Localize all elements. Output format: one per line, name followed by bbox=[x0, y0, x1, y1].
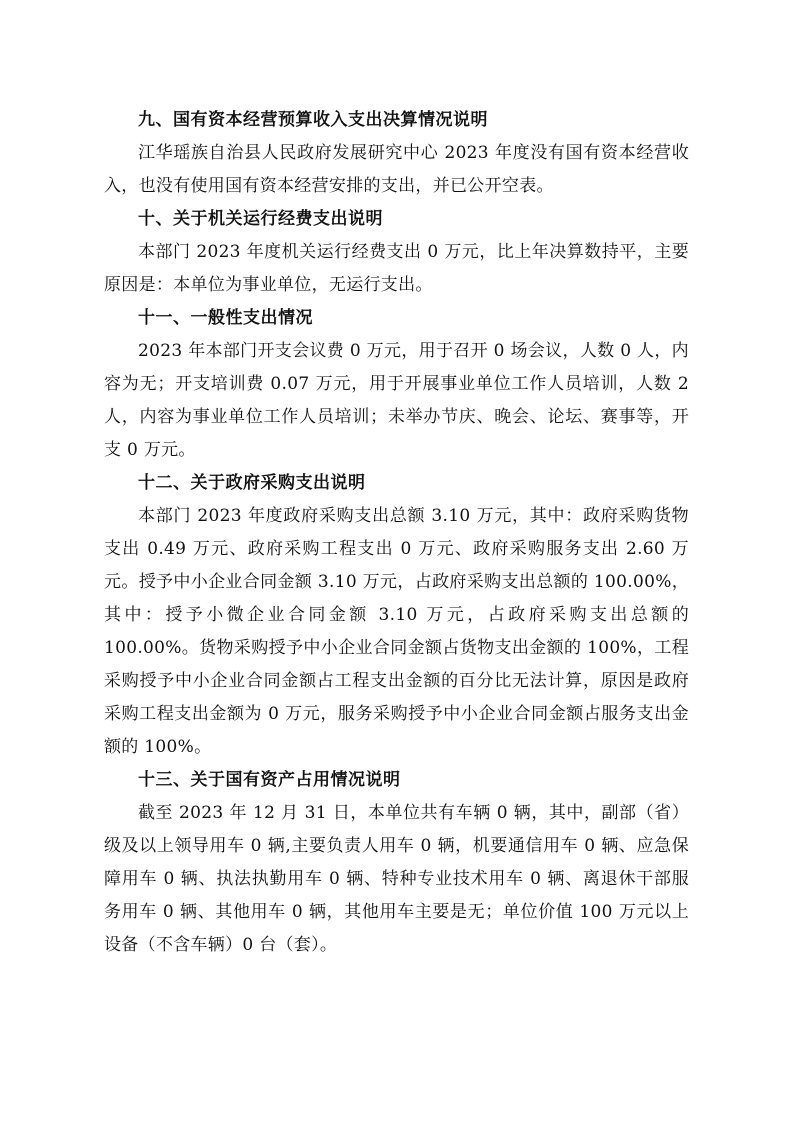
section-general-expenses bbox=[104, 302, 689, 467]
section-heading: 十二、关于政府采购支出说明 bbox=[138, 473, 366, 493]
document-body bbox=[104, 104, 689, 962]
section-heading: 十、关于机关运行经费支出说明 bbox=[138, 209, 383, 229]
section-paragraph: 2023 年本部门开支会议费 0 万元，用于召开 0 场会议，人数 0 人，内容为无；开支培训费 0.07 万元，用于开展事业单位工作人员培训，人数 2 人，内容为事业单位工作人员培训；未举办节庆、晚会、论坛、赛事等，开支 0 万元。 bbox=[104, 341, 689, 460]
section-heading: 十三、关于国有资产占用情况说明 bbox=[138, 770, 401, 790]
section-government-procurement bbox=[104, 467, 689, 764]
section-paragraph: 截至 2023 年 12 月 31 日，本单位共有车辆 0 辆，其中，副部（省）级及以上领导用车 0 辆,主要负责人用车 0 辆，机要通信用车 0 辆、应急保障用车 0 辆、执法执勤用车 0 辆、特种专业技术用车 0 辆、离退休干部服务用车 0 辆、其他用车 0 辆，其他用车主要是无；单位价值 100 万元以上设备（不含车辆）0 台（套）。 bbox=[104, 803, 689, 955]
section-paragraph: 本部门 2023 年度政府采购支出总额 3.10 万元，其中：政府采购货物支出 0.49 万元、政府采购工程支出 0 万元、政府采购服务支出 2.60 万元。授予中小企业合同金额 3.10 万元，占政府采购支出总额的 100.00%，其中：授予小微企业合同金额 3.10 万元，占政府采购支出总额的 100.00%。货物采购授予中小企业合同金额占货物支出金额的 100%，工程采购授予中小企业合同金额占工程支出金额的百分比无法计算，原因是政府采购工程支出金额为 0 万元，服务采购授予中小企业合同金额占服务支出金额的 100%。 bbox=[104, 506, 689, 757]
section-heading: 九、国有资本经营预算收入支出决算情况说明 bbox=[138, 110, 488, 130]
section-operating-expenses bbox=[104, 203, 689, 302]
section-state-capital-budget bbox=[104, 104, 689, 203]
section-state-assets bbox=[104, 764, 689, 962]
section-paragraph: 江华瑶族自治县人民政府发展研究中心 2023 年度没有国有资本经营收入，也没有使用国有资本经营安排的支出，并已公开空表。 bbox=[104, 143, 689, 196]
section-heading: 十一、一般性支出情况 bbox=[138, 308, 313, 328]
section-paragraph: 本部门 2023 年度机关运行经费支出 0 万元，比上年决算数持平，主要原因是：本单位为事业单位，无运行支出。 bbox=[104, 242, 689, 295]
